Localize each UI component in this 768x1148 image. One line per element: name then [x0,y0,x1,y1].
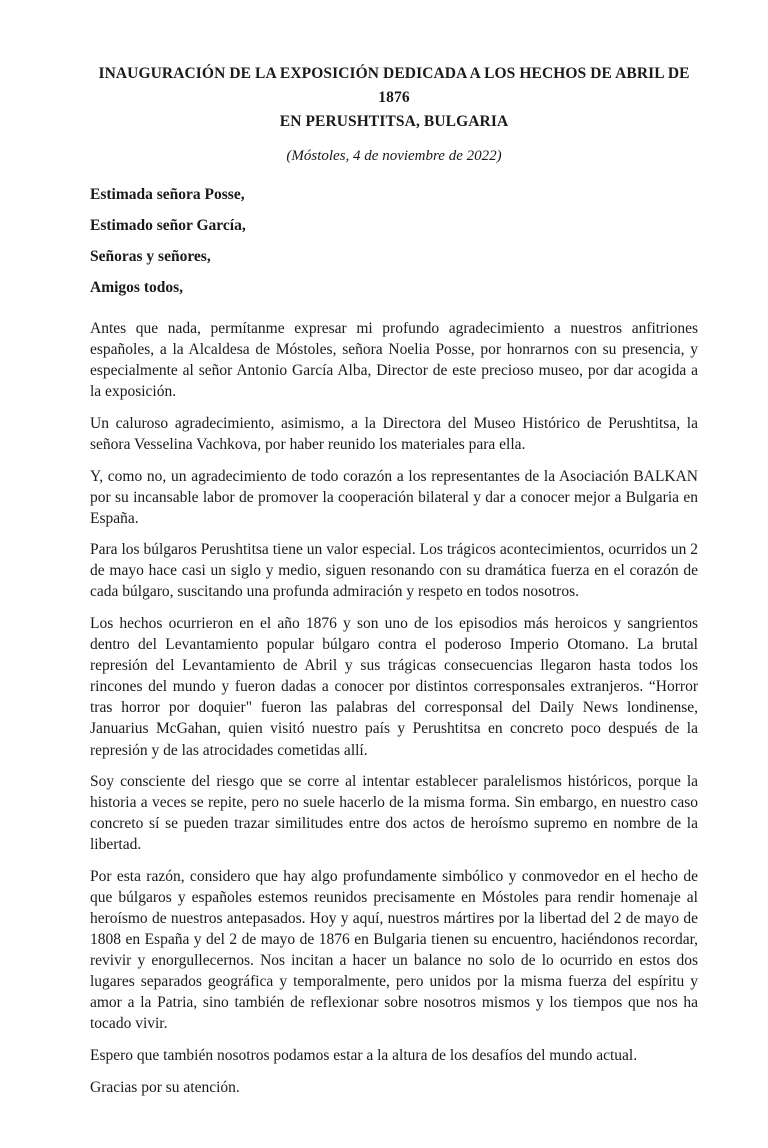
salutation-line: Estimada señora Posse, [90,185,245,203]
body-paragraph: Los hechos ocurrieron en el año 1876 y son uno de los episodios más heroicos y sangrientos dentro del Levantamiento popular búlgaro contra el poderoso Imperio Otomano. La brutal represión del Levantamiento de Abril y sus trágicas consecuencias llegaron hasta todos los rincones del mundo y fueron dadas a conocer por distintos corresponsales extranjeros. “Horror tras horror por doquier" fueron las palabras del corresponsal del Daily News londinense, Januarius McGahan, quien visitó nuestro país y Perushtitsa en concreto poco después de la represión y de las atrocidades cometidas allí. [90,615,698,759]
salutations-block [90,185,698,299]
body-paragraph: Y, como no, un agradecimiento de todo corazón a los representantes de la Asociación BALKAN por su incansable labor de promover la cooperación bilateral y dar a conocer mejor a Bulgaria en España. [90,467,698,527]
document-title [90,62,698,134]
title-line-2: EN PERUSHTITSA, BULGARIA [279,113,509,131]
salutation-line: Estimado señor García, [90,216,246,234]
body-paragraph: Gracias por su atención. [90,1078,240,1096]
body-paragraph: Un caluroso agradecimiento, asimismo, a la Directora del Museo Histórico de Perushtitsa, la señora Vesselina Vachkova, por haber reunido los materiales para ella. [90,414,698,453]
title-line-1: INAUGURACIÓN DE LA EXPOSICIÓN DEDICADA A LOS HECHOS DE ABRIL DE 1876 [98,65,690,107]
body-paragraph: Por esta razón, considero que hay algo profundamente simbólico y conmovedor en el hecho de que búlgaros y españoles estemos reunidos precisamente en Móstoles para rendir homenaje al heroísmo de nuestros antepasados. Hoy y aquí, nuestros mártires por la libertad del 2 de mayo de 1808 en España y del 2 de mayo de 1876 en Bulgaria tienen su encuentro, haciéndonos recordar, revivir y enorgullecernos. Nos incitan a hacer un balance no solo de lo ocurrido en estos dos lugares separados geográfica y temporalmente, pero unidos por la misma fuerza del espíritu y amor a la Patria, sino también de reflexionar sobre nosotros mismos y los tiempos que nos ha tocado vivir. [90,867,698,1033]
document-body [90,318,698,1098]
body-paragraph: Para los búlgaros Perushtitsa tiene un valor especial. Los trágicos acontecimientos, ocurridos un 2 de mayo hace casi un siglo y medio, siguen resonando con su dramática fuerza en el corazón de cada búlgaro, suscitando una profunda admiración y respeto en todos nosotros. [90,541,698,601]
body-paragraph: Soy consciente del riesgo que se corre al intentar establecer paralelismos históricos, porque la historia a veces se repite, pero no suele hacerlo de la misma forma. Sin embargo, en nuestro caso concreto sí se pueden trazar similitudes entre dos actos de heroísmo supremo en nombre de la libertad. [90,773,698,854]
body-paragraph: Espero que también nosotros podamos estar a la altura de los desafíos del mundo actual. [90,1047,638,1065]
dateline: (Móstoles, 4 de noviembre de 2022) [286,148,502,165]
body-paragraph: Antes que nada, permítanme expresar mi profundo agradecimiento a nuestros anfitriones españoles, a la Alcaldesa de Móstoles, señora Noelia Posse, por honrarnos con su presencia, y especialmente al señor Antonio García Alba, Director de este precioso museo, por dar acogida a la exposición. [90,320,698,401]
salutation-line: Amigos todos, [90,278,184,296]
salutation-line: Señoras y señores, [90,247,211,265]
